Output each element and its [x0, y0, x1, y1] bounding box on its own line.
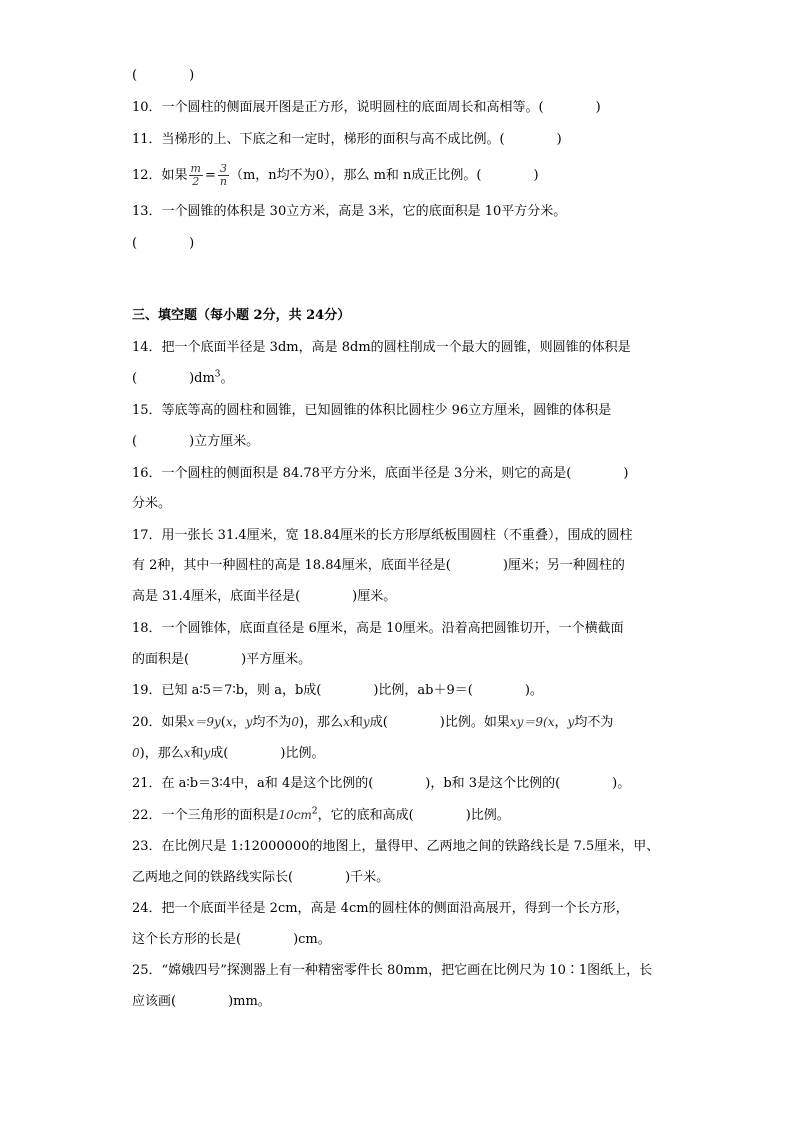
question-15-line1: 15．等底等高的圆柱和圆锥，已知圆锥的体积比圆柱少 96立方厘米，圆锥的体积是: [132, 403, 612, 418]
question-24-line1: 24．把一个底面半径是 2cm，高是 4cm的圆柱体的侧面沿高展开，得到一个长方形，: [132, 901, 629, 916]
answer-blank-q13: ( ): [132, 236, 195, 251]
question-25-line2: 应该画( )mm。: [132, 994, 271, 1009]
question-12-suffix: （m，n均不为0），那么 m和 n成正比例。( ): [229, 168, 539, 183]
question-17-line3: 高是 31.4厘米，底面半径是( )厘米。: [132, 589, 397, 604]
question-20-line2: 0)，那么x和y成( )比例。: [132, 746, 325, 761]
question-23-line1: 23．在比例尺是 1:12000000的地图上，量得甲、乙两地之间的铁路线长是 7.5厘米，甲、: [132, 839, 660, 854]
question-21: 21．在 a∶b＝3∶4中，a和 4是这个比例的( )，b和 3是这个比例的( )。: [132, 776, 631, 791]
question-25-line1: 25．“嫦娥四号”探测器上有一种精密零件长 80mm，把它画在比例尺为 10∶1图纸上，长: [132, 963, 653, 978]
question-20-line1: 20．如果x＝9y(x，y均不为0)，那么x和y成( )比例。如果xy＝9(x，y均不为: [132, 715, 614, 730]
question-13: 13．一个圆锥的体积是 30立方米，高是 3米，它的底面积是 10平方分米。: [132, 204, 567, 219]
question-24-line2: 这个长方形的长是( )cm。: [132, 932, 331, 947]
question-14-line2: ( )$dm^3$。: [132, 369, 234, 386]
question-19: 19．已知 a∶5＝7∶b，则 a，b成( )比例，ab＋9＝( )。: [132, 683, 543, 698]
fraction-m-over-2: $\frac{m}{2}$: [190, 162, 201, 188]
question-15-line2: ( )立方厘米。: [132, 434, 260, 449]
question-14-line1: 14．把一个底面半径是 3dm，高是 8dm的圆柱削成一个最大的圆锥，则圆锥的体积是: [132, 340, 631, 355]
fraction-3-over-n: $\frac{3}{n}$: [219, 162, 227, 188]
question-12: 12．如果 $\frac{m}{2}$ = $\frac{3}{n}$ （m，n均不为0），那么 m和 n成正比例。( ): [132, 162, 539, 188]
question-23-line2: 乙两地之间的铁路线实际长( )千米。: [132, 870, 390, 885]
question-10: 10．一个圆柱的侧面展开图是正方形，说明圆柱的底面周长和高相等。( ): [132, 100, 601, 115]
question-11: 11．当梯形的上、下底之和一定时，梯形的面积与高不成比例。( ): [132, 132, 562, 147]
question-16-line1: 16．一个圆柱的侧面积是 84.78平方分米，底面半径是 3分米，则它的高是( ): [132, 466, 629, 481]
question-18-line1: 18．一个圆锥体，底面直径是 6厘米，高是 10厘米。沿着高把圆锥切开，一个横截面: [132, 621, 624, 636]
section-3-heading: 三、填空题（每小题 2分，共 24分）: [132, 308, 351, 323]
question-16-line2: 分米。: [132, 496, 172, 511]
question-12-prefix: 12．如果: [132, 168, 188, 183]
question-18-line2: 的面积是( )平方厘米。: [132, 652, 312, 667]
answer-blank-q9: ( ): [132, 68, 195, 83]
question-22: 22．一个三角形的面积是$10cm^2$，它的底和高成( )比例。: [132, 806, 510, 823]
question-17-line1: 17．用一张长 31.4厘米，宽 18.84厘米的长方形厚纸板围圆柱（不重叠），围成的圆柱: [132, 528, 633, 543]
question-17-line2: 有 2种，其中一种圆柱的高是 18.84厘米，底面半径是( )厘米；另一种圆柱的: [132, 558, 625, 573]
